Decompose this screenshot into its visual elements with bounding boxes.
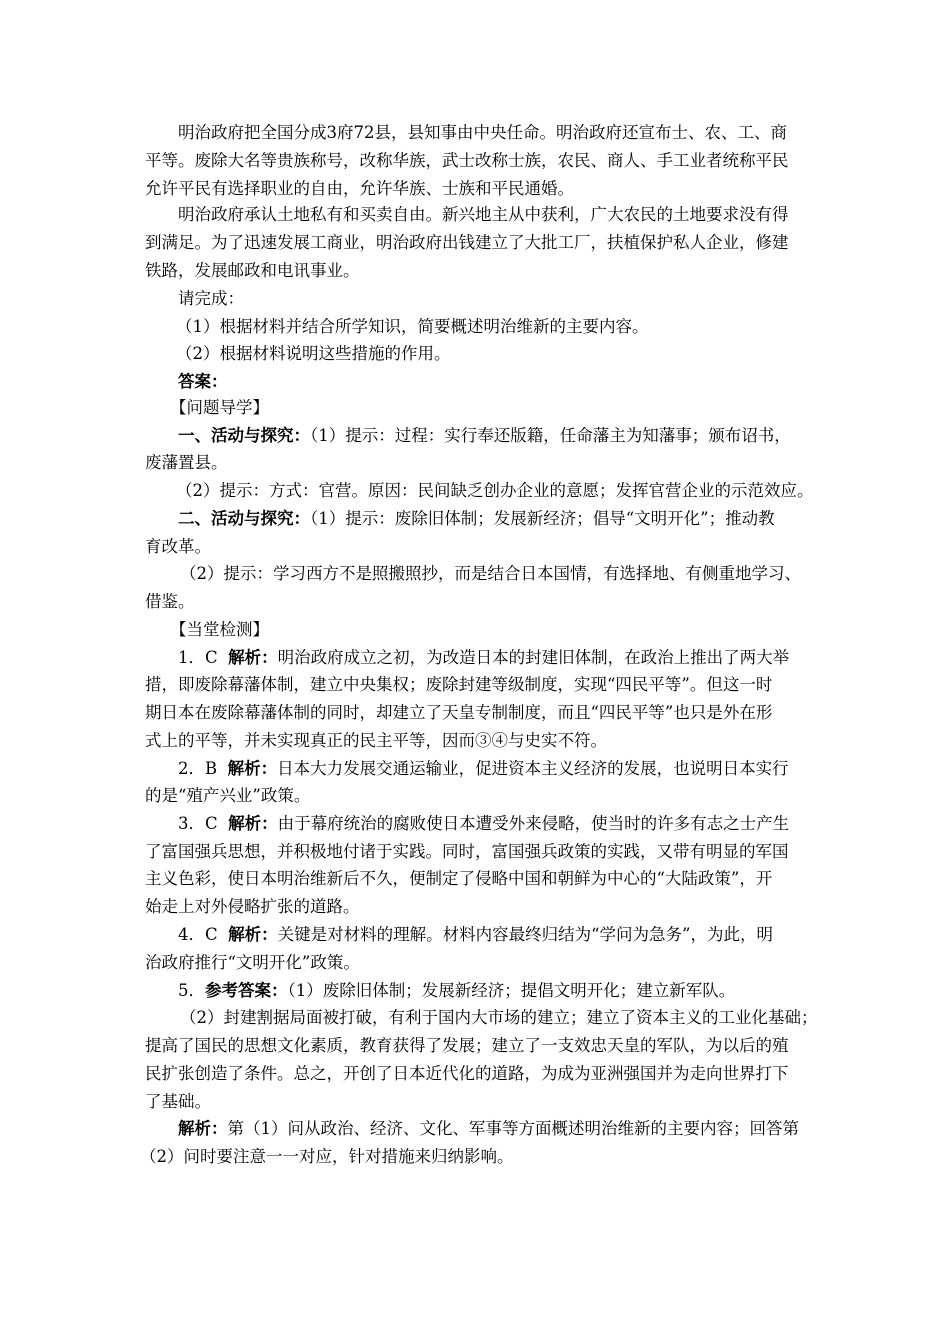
check-item-5-2-line3: 民扩张创造了条件。总之，开创了日本近代化的道路，为成为亚洲强国并为走向世界打下 — [145, 1064, 789, 1083]
check-heading: 【当堂检测】 — [170, 620, 269, 639]
material-p2-line1: 明治政府承认土地私有和买卖自由。新兴地主从中获利，广大农民的土地要求没有得 — [178, 205, 789, 224]
check-item-4-line2: 治政府推行“文明开化”政策。 — [145, 953, 360, 972]
check-item-3-text: 由于幕府统治的腐败使日本遭受外来侵略，使当时的许多有志之士产生 — [277, 814, 790, 833]
check-item-3-line3: 主义色彩，使日本明治维新后不久，便制定了侵略中国和朝鲜为中心的“大陆政策”，开 — [145, 869, 773, 888]
check-item-3 — [178, 813, 789, 835]
question-2: （2）根据材料说明这些措施的作用。 — [176, 344, 451, 363]
guide-item-1 — [178, 425, 791, 447]
check-item-5-2-line4: 了基础。 — [145, 1092, 211, 1111]
check-item-3-number: 3．C — [178, 814, 218, 833]
check-item-5-analysis-cont: （2）问时要注意一一对应，针对措施来归纳影响。 — [140, 1147, 514, 1166]
guide-item-2-2b: 借鉴。 — [145, 592, 195, 611]
material-p1-line2: 平等。废除大名等贵族称号，改称华族，武士改称士族，农民、商人、手工业者统称平民 — [145, 151, 789, 170]
check-item-3-line2: 了富国强兵思想，并积极地付诸于实践。同时，富国强兵政策的实践，又带有明显的军国 — [145, 842, 789, 861]
material-p2-line2: 到满足。为了迅速发展工商业，明治政府出钱建立了大批工厂，扶植保护私人企业，修建 — [145, 233, 789, 252]
check-item-5-label: 参考答案： — [205, 981, 288, 1000]
material-p1-line3: 允许平民有选择职业的自由，允许华族、士族和平民通婚。 — [145, 179, 574, 198]
check-item-4 — [178, 924, 773, 946]
guide-heading: 【问题导学】 — [170, 398, 269, 417]
check-item-1-label: 解析： — [228, 648, 278, 667]
check-item-5-analysis-text: 第（1）问从政治、经济、文化、军事等方面概述明治维新的主要内容；回答第 — [227, 1119, 799, 1138]
material-p2-line3: 铁路，发展邮政和电讯事业。 — [145, 261, 360, 280]
guide-item-1-label: 一、活动与探究： — [178, 426, 310, 445]
guide-item-2-text: （1）提示：废除旧体制；发展新经济；倡导“文明开化”；推动教 — [310, 509, 775, 528]
guide-item-2-label: 二、活动与探究： — [178, 509, 310, 528]
check-item-2-label: 解析： — [227, 759, 278, 778]
check-item-5-2-line2: 提高了国民的思想文化素质，教育获得了发展；建立了一支效忠天皇的军队，为以后的殖 — [145, 1036, 789, 1055]
check-item-1 — [178, 647, 789, 669]
guide-item-1-2: （2）提示：方式：官营。原因：民间缺乏创办企业的意愿；发挥官营企业的示范效应。 — [176, 481, 814, 500]
answers-heading: 答案： — [178, 372, 228, 391]
material-p1-line1: 明治政府把全国分成3府72县，县知事由中央任命。明治政府还宣布士、农、工、商 — [178, 123, 787, 142]
check-item-5-2-line1: （2）封建割据局面被打破，有利于国内大市场的建立；建立了资本主义的工业化基础； — [180, 1008, 818, 1027]
check-item-5-text: （1）废除旧体制；发展新经济；提倡文明开化；建立新军队。 — [287, 981, 736, 1000]
check-item-1-text: 明治政府成立之初，为改造日本的封建旧体制，在政治上推出了两大举 — [277, 648, 790, 667]
check-item-3-line4: 始走上对外侵略扩张的道路。 — [145, 897, 360, 916]
guide-item-1-text: （1）提示：过程：实行奉还版籍，任命藩主为知藩事；颁布诏书， — [310, 426, 791, 445]
check-item-5-number: 5． — [178, 981, 205, 1000]
check-item-5 — [178, 980, 735, 1002]
check-item-4-label: 解析： — [228, 925, 278, 944]
check-item-1-line4: 式上的平等，并未实现真正的民主平等，因而③④与史实不符。 — [145, 731, 607, 750]
check-item-3-label: 解析： — [228, 814, 278, 833]
check-item-1-line2: 措，即废除幕藩体制，建立中央集权；废除封建等级制度，实现“四民平等”。但这一时 — [145, 675, 773, 694]
check-item-4-text: 关键是对材料的理解。材料内容最终归结为“学问为急务”，为此，明 — [277, 925, 773, 944]
guide-item-2 — [178, 508, 775, 530]
check-item-2-line2: 的是“殖产兴业”政策。 — [145, 786, 311, 805]
check-item-2-number: 2．B — [178, 759, 218, 778]
check-item-5-analysis-label: 解析： — [178, 1119, 228, 1138]
check-item-2-text: 日本大力发展交通运输业，促进资本主义经济的发展，也说明日本实行 — [277, 759, 789, 778]
question-1: （1）根据材料并结合所学知识，简要概述明治维新的主要内容。 — [176, 317, 649, 336]
guide-item-1-cont: 废藩置县。 — [145, 453, 228, 472]
check-item-1-line3: 期日本在废除幕藩体制的同时，却建立了天皇专制制度，而且“四民平等”也只是外在形 — [145, 703, 773, 722]
check-item-4-number: 4．C — [178, 925, 218, 944]
check-item-2 — [178, 758, 789, 780]
guide-item-2-2a: （2）提示：学习西方不是照搬照抄，而是结合日本国情，有选择地、有侧重地学习、 — [180, 564, 801, 583]
request-text: 请完成： — [178, 289, 244, 308]
check-item-1-number: 1．C — [178, 648, 218, 667]
check-item-5-analysis — [178, 1118, 799, 1140]
guide-item-2-cont: 育改革。 — [145, 537, 211, 556]
